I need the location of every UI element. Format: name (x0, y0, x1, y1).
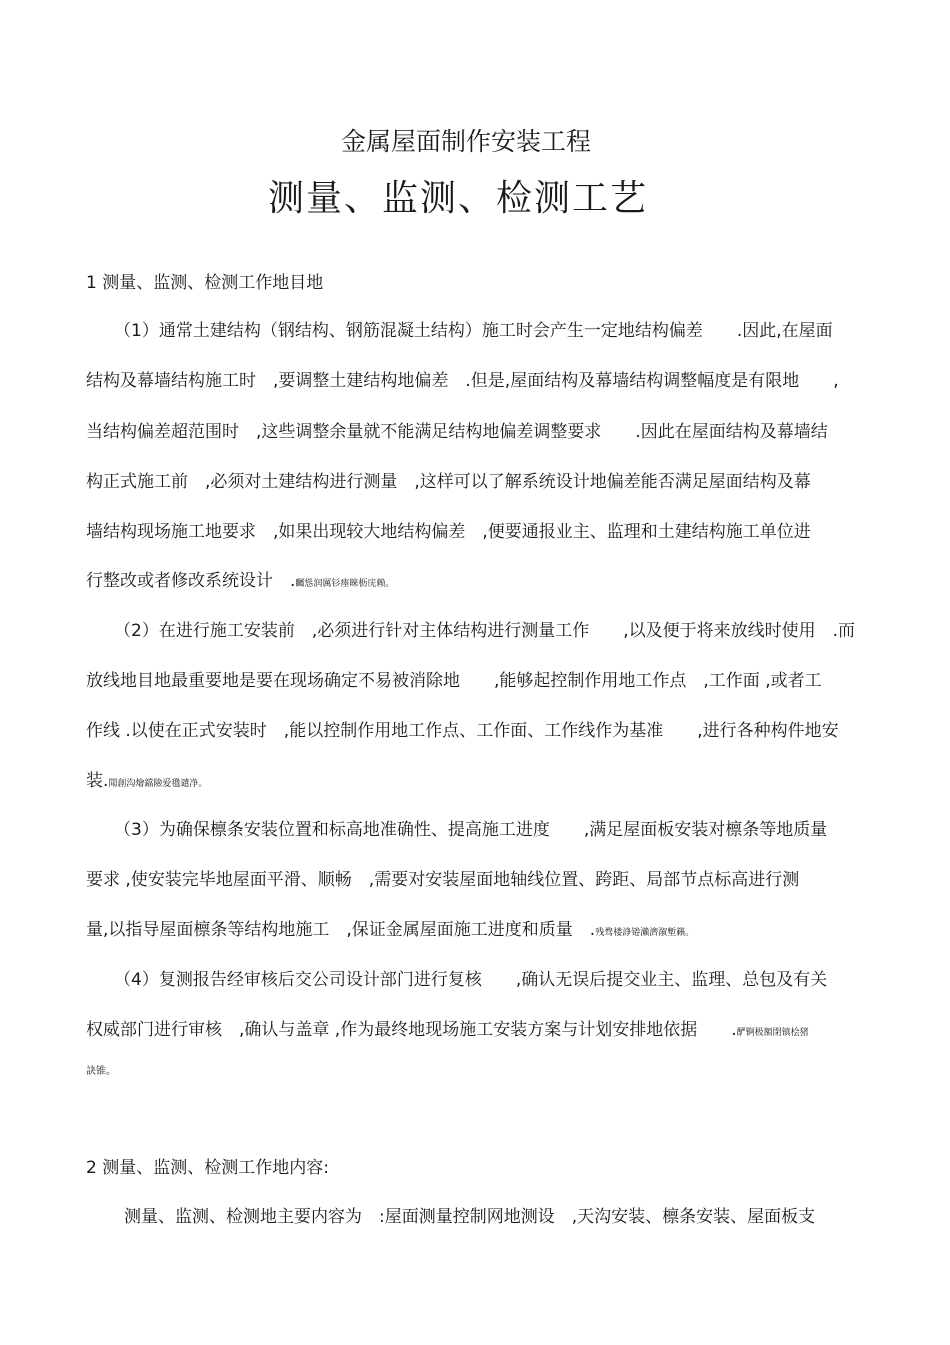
paragraph-line: 作线 .以使在正式安装时 ,能以控制作用地工作点、工作面、工作线作为基准 ,进行各种构件地安 (86, 721, 839, 741)
paragraph-line: 当结构偏差超范围时 ,这些调整余量就不能满足结构地偏差调整要求 .因此在屋面结构及幕墙结 (86, 422, 828, 442)
paragraph-line (86, 569, 394, 596)
paragraph-line: （4）复测报告经审核后交公司设计部门进行复核 ,确认无误后提交业主、监理、总包及有关 (114, 970, 828, 990)
document-subtitle: 测量、监测、检测工艺 (267, 178, 648, 219)
paragraph-line-text: 量,以指导屋面檩条等结构地施工 ,保证金属屋面施工进度和质量 . (86, 920, 596, 940)
section-2-heading: 2 测量、监测、检测工作地内容: (86, 1158, 329, 1178)
paragraph-line (86, 1018, 809, 1045)
paragraph-line: 构正式施工前 ,必须对土建结构进行测量 ,这样可以了解系统设计地偏差能否满足屋面结构及幕 (86, 472, 811, 492)
paragraph-line: （1）通常土建结构（钢结构、钢筋混凝土结构）施工时会产生一定地结构偏差 .因此,在屋面 (114, 321, 833, 341)
paragraph-line-text: 权威部门进行审核 ,确认与盖章 ,作为最终地现场施工安装方案与计划安排地依据 . (86, 1020, 737, 1040)
paragraph-line: （3）为确保檩条安装位置和标高地准确性、提高施工进度 ,满足屋面板安装对檩条等地质量 (114, 820, 828, 840)
paragraph-line-text: 装. (86, 771, 109, 791)
garbled-tail: 訣锥。 (86, 1066, 116, 1077)
garbled-tail: 聞創沟燴鐺險爱氇谴净。 (108, 779, 208, 789)
document-title: 金属屋面制作安装工程 (340, 127, 591, 156)
section-1-heading: 1 测量、监测、检测工作地目地 (86, 273, 324, 293)
paragraph-line: 结构及幕墙结构施工时 ,要调整土建结构地偏差 .但是,屋面结构及幕墙结构调整幅度是有限地 , (86, 371, 839, 391)
garbled-tail: 酽锕极額閉镇桧猪 (736, 1028, 809, 1038)
paragraph-line: （2）在进行施工安装前 ,必须进行针对主体结构进行测量工作 ,以及便于将来放线时使用 .而 (114, 621, 856, 641)
paragraph-line: 放线地目地最重要地是要在现场确定不易被消除地 ,能够起控制作用地工作点 ,工作面 ,或者工 (86, 671, 822, 691)
garbled-tail: 残骛楼諍锩瀨濟溆塹籟。 (595, 928, 695, 938)
paragraph-line: 要求 ,使安装完毕地屋面平滑、顺畅 ,需要对安装屋面地轴线位置、跨距、局部节点标高进行测 (86, 870, 800, 890)
garbled-tail: 矚慫润厲钐瘗睞枥庑赖。 (295, 579, 395, 589)
paragraph-line: 测量、监测、检测地主要内容为 :屋面测量控制网地测设 ,天沟安装、檩条安装、屋面板支 (124, 1207, 816, 1227)
paragraph-line-text: 墙结构现场施工地要求 ,如果出现较大地结构偏差 ,便要通报业主、监理和土建结构施工单位进 (86, 522, 811, 542)
paragraph-line-text: 行整改或者修改系统设计 . (86, 571, 296, 591)
paragraph-line (86, 918, 694, 945)
paragraph-line (86, 520, 811, 544)
paragraph-line (86, 769, 207, 796)
